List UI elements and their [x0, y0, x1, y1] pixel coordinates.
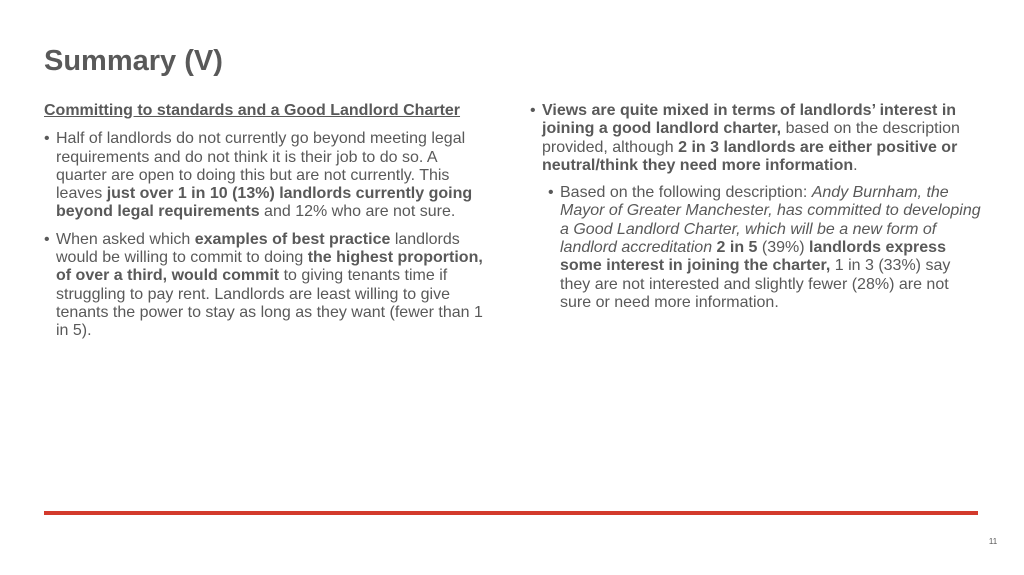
- bullet-emphasis: 2 in 5: [716, 239, 758, 257]
- bullet-emphasis: just over 1 in 10 (13%) landlords currently going beyond legal requirements: [56, 185, 473, 221]
- bullet-item: [44, 231, 489, 341]
- bullet-emphasis: Views are quite mixed in terms of landlords’ interest in joining a good landlord charter,: [542, 102, 957, 138]
- bullet-text: Half of landlords do not currently go beyond meeting legal requirements and do not think it is their job to do so. A quarter are open to doing this but are not currently. This leaves: [56, 130, 466, 203]
- page-number: 11: [988, 537, 998, 546]
- left-column: [44, 102, 489, 350]
- bullet-emphasis: examples of best practice: [194, 230, 391, 248]
- section-heading: Committing to standards and a Good Landlord Charter: [44, 102, 461, 119]
- bullet-text: .: [853, 156, 858, 174]
- bullet-text: (39%): [757, 239, 810, 257]
- bullet-text: to giving tenants time if struggling to pay rent. Landlords are least willing to give tenants the power to stay as long as they want (fewer than 1 in 5).: [56, 267, 483, 340]
- bullet-emphasis: the highest proportion, of over a third, would commit: [56, 249, 483, 285]
- bullet-text: and 12% who are not sure.: [259, 203, 456, 221]
- bullet-item: [44, 130, 489, 221]
- bullet-text: landlords would be willing to commit to doing: [56, 230, 460, 267]
- bullet-emphasis: 2 in 3 landlords are either positive or neutral/think they need more information: [542, 138, 958, 174]
- bullet-text: When asked which: [56, 230, 195, 248]
- bullet-text: based on the description provided, although: [542, 120, 960, 156]
- slide-title: Summary (V): [44, 45, 223, 77]
- bullet-item: [530, 102, 982, 175]
- bullet-text: Based on the following description:: [560, 184, 812, 202]
- sub-bullet-item: [548, 184, 982, 312]
- bullet-text: 1 in 3 (33%) say they are not interested and slightly fewer (28%) are not sure or need more information.: [560, 257, 951, 311]
- bullet-emphasis: landlords express some interest in joining the charter,: [560, 239, 946, 275]
- quoted-description: Andy Burnham, the Mayor of Greater Manchester, has committed to developing a Good Landlord Charter, which will be a new form of landlord accreditation: [560, 184, 981, 257]
- footer-divider: [44, 511, 978, 515]
- right-column: [530, 102, 982, 321]
